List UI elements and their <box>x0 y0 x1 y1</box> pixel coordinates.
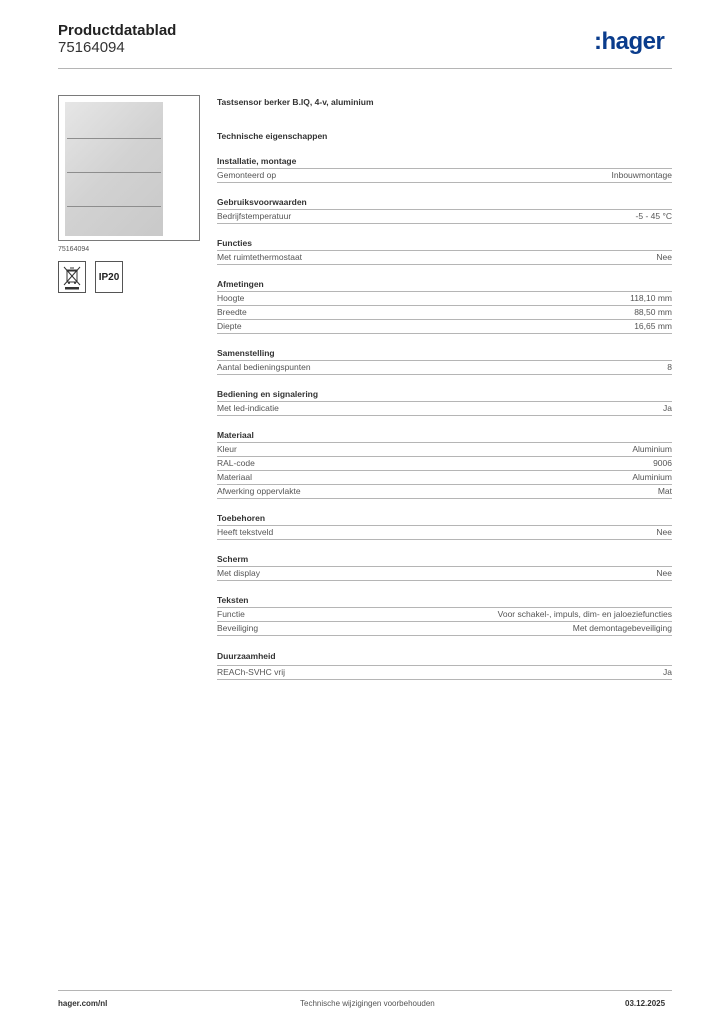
header-divider <box>58 68 672 69</box>
spec-value: Nee <box>656 527 672 537</box>
spec-label: Beveiliging <box>217 623 259 633</box>
spec-row <box>217 320 672 334</box>
spec-group <box>217 388 672 416</box>
weee-crossed-bin-icon <box>58 261 86 293</box>
spec-value: 9006 <box>653 458 672 468</box>
article-number: 75164094 <box>58 39 125 56</box>
spec-row <box>217 443 672 457</box>
spec-label: Diepte <box>217 321 242 331</box>
spec-row <box>217 622 672 636</box>
spec-row <box>217 251 672 265</box>
spec-row <box>217 457 672 471</box>
spec-group <box>217 237 672 265</box>
spec-row <box>217 402 672 416</box>
spec-group-title: Scherm <box>217 553 672 567</box>
spec-row <box>217 361 672 375</box>
spec-group-title: Toebehoren <box>217 512 672 526</box>
footer-website: hager.com/nl <box>58 999 108 1008</box>
spec-group <box>217 553 672 581</box>
spec-value: Inbouwmontage <box>611 170 672 180</box>
spec-value: Nee <box>656 252 672 262</box>
spec-label: Met led-indicatie <box>217 403 279 413</box>
spec-group-title: Duurzaamheid <box>217 649 672 666</box>
spec-label: Met ruimtethermostaat <box>217 252 303 262</box>
spec-label: Hoogte <box>217 293 245 303</box>
spec-row <box>217 169 672 183</box>
spec-group-title: Bediening en signalering <box>217 388 672 402</box>
spec-group-title: Functies <box>217 237 672 251</box>
spec-value: -5 - 45 °C <box>635 211 672 221</box>
spec-groups <box>217 155 672 680</box>
footer-disclaimer: Technische wijzigingen voorbehouden <box>300 999 435 1008</box>
spec-group <box>217 196 672 224</box>
spec-row <box>217 666 672 680</box>
product-photo-plate <box>65 102 163 236</box>
spec-label: Breedte <box>217 307 247 317</box>
spec-label: RAL-code <box>217 458 255 468</box>
spec-row <box>217 292 672 306</box>
spec-group-title: Afmetingen <box>217 278 672 292</box>
spec-group-title: Installatie, montage <box>217 155 672 169</box>
spec-value: Ja <box>663 667 672 677</box>
spec-value: 16,65 mm <box>634 321 672 331</box>
spec-group <box>217 347 672 375</box>
spec-row <box>217 210 672 224</box>
spec-label: Afwerking oppervlakte <box>217 486 301 496</box>
spec-value: 88,50 mm <box>634 307 672 317</box>
spec-label: Bedrijfstemperatuur <box>217 211 292 221</box>
spec-label: Heeft tekstveld <box>217 527 274 537</box>
logo-text: hager <box>601 28 665 55</box>
spec-row <box>217 306 672 320</box>
spec-value: 8 <box>667 362 672 372</box>
spec-group <box>217 155 672 183</box>
spec-value: Aluminium <box>632 472 672 482</box>
spec-label: Materiaal <box>217 472 252 482</box>
spec-value: Voor schakel-, impuls, dim- en jaloeziefuncties <box>497 609 672 619</box>
spec-group-title: Teksten <box>217 594 672 608</box>
product-title: Tastsensor berker B.IQ, 4-v, aluminium <box>217 97 374 107</box>
button-divider-line <box>67 206 161 207</box>
spec-label: Kleur <box>217 444 237 454</box>
spec-group <box>217 278 672 334</box>
spec-group <box>217 649 672 680</box>
spec-value: Aluminium <box>632 444 672 454</box>
spec-group <box>217 594 672 636</box>
spec-row <box>217 471 672 485</box>
spec-group-title: Gebruiksvoorwaarden <box>217 196 672 210</box>
spec-row <box>217 526 672 540</box>
button-divider-line <box>67 138 161 139</box>
spec-row <box>217 608 672 622</box>
footer-divider <box>58 990 672 991</box>
spec-label: Aantal bedieningspunten <box>217 362 311 372</box>
specifications <box>217 96 672 680</box>
footer-date: 03.12.2025 <box>625 999 666 1008</box>
spec-value: Met demontagebeveiliging <box>572 623 672 633</box>
logo-mark: : <box>594 28 602 55</box>
spec-group <box>217 429 672 499</box>
spec-group-title: Samenstelling <box>217 347 672 361</box>
hager-logo <box>594 28 664 56</box>
spec-group <box>217 512 672 540</box>
spec-label: REACh-SVHC vrij <box>217 667 286 677</box>
spec-row <box>217 567 672 581</box>
spec-value: Mat <box>657 486 672 496</box>
product-image <box>58 95 200 241</box>
spec-label: Functie <box>217 609 245 619</box>
page-title: Productdatablad <box>58 22 177 39</box>
ip-rating-icon <box>95 261 123 293</box>
spec-value: Nee <box>656 568 672 578</box>
image-caption: 75164094 <box>58 246 90 253</box>
spec-group-title: Materiaal <box>217 429 672 443</box>
spec-value: 118,10 mm <box>630 293 672 303</box>
spec-label: Gemonteerd op <box>217 170 277 180</box>
spec-label: Met display <box>217 568 260 578</box>
ip-rating-label: IP20 <box>98 271 120 283</box>
spec-row <box>217 485 672 499</box>
button-divider-line <box>67 172 161 173</box>
spec-value: Ja <box>663 403 672 413</box>
section-heading: Technische eigenschappen <box>217 131 328 141</box>
